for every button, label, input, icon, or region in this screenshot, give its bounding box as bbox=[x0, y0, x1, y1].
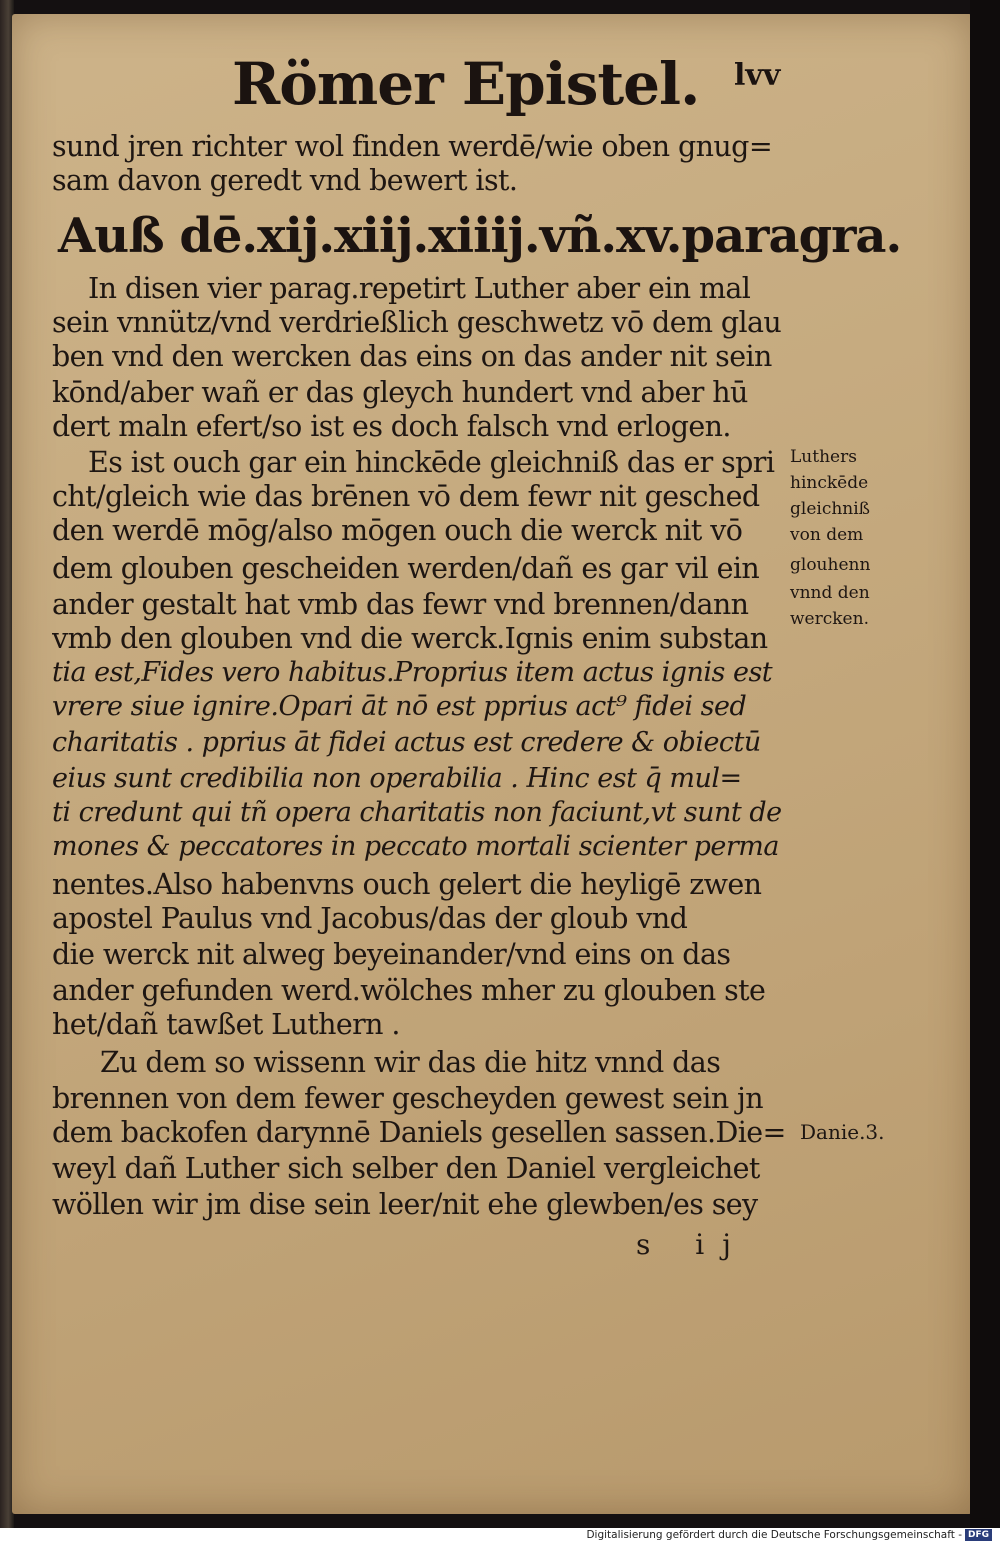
text-line: apostel Paulus vnd Jacobus/das der gloub vnd bbox=[52, 902, 688, 935]
text-line: den werdē mōg/also mōgen ouch die werck nit vō bbox=[52, 514, 743, 547]
credit-text: Digitalisierung gefördert durch die Deutsche Forschungsgemeinschaft - bbox=[586, 1529, 962, 1541]
text-line: sund jren richter wol finden werdē/wie oben gnug= bbox=[52, 130, 773, 163]
text-line: sein vnnütz/vnd verdrießlich geschwetz vō dem glau bbox=[52, 306, 782, 339]
text-line: In disen vier parag.repetirt Luther aber ein mal bbox=[88, 272, 751, 305]
margin-note-line: gleichniß bbox=[790, 499, 871, 519]
margin-note-line: Luthers bbox=[790, 447, 857, 467]
text-line: ti credunt qui tñ opera charitatis non faciunt,vt sunt de bbox=[52, 797, 782, 828]
text-line: wöllen wir jm dise sein leer/nit ehe glewben/es sey bbox=[52, 1188, 758, 1221]
text-line: brennen von dem fewer gescheyden gewest sein jn bbox=[52, 1082, 764, 1115]
text-line: mones & peccatores in peccato mortali scienter perma bbox=[52, 831, 779, 862]
text-line: het/dañ tawßet Luthern . bbox=[52, 1008, 400, 1041]
section-heading: Auß dē.xij.xiij.xiiij.vñ.xv.paragra. bbox=[58, 208, 902, 264]
dfg-logo: DFG bbox=[965, 1529, 992, 1541]
margin-reference: Danie.3. bbox=[800, 1120, 885, 1144]
signature-mark: s ij bbox=[636, 1228, 749, 1261]
text-line: kōnd/aber wañ er das gleych hundert vnd aber hū bbox=[52, 376, 748, 409]
margin-note-line: von dem bbox=[790, 525, 864, 545]
text-line: nentes.Also habenvns ouch gelert die heyligē zwen bbox=[52, 868, 762, 901]
folio-number: lvv bbox=[734, 58, 781, 93]
digitization-credit bbox=[586, 1529, 992, 1541]
text-line: ander gestalt hat vmb das fewr vnd brennen/dann bbox=[52, 588, 749, 621]
text-line: die werck nit alweg beyeinander/vnd eins on das bbox=[52, 938, 731, 971]
margin-note-line: vnnd den bbox=[790, 583, 870, 603]
scan-right-edge bbox=[970, 0, 1000, 1528]
margin-note-line: glouhenn bbox=[790, 555, 871, 575]
text-line: vrere siue ignire.Opari āt nō est pprius act⁹ fidei sed bbox=[52, 691, 747, 722]
text-line: weyl dañ Luther sich selber den Daniel vergleichet bbox=[52, 1152, 760, 1185]
text-line: tia est,Fides vero habitus.Proprius item actus ignis est bbox=[52, 657, 773, 688]
margin-note-line: wercken. bbox=[790, 609, 869, 629]
text-line: vmb den glouben vnd die werck.Ignis enim substan bbox=[52, 622, 768, 655]
text-line: cht/gleich wie das brēnen vō dem fewr nit gesched bbox=[52, 480, 760, 513]
running-head: Römer Epistel. bbox=[232, 50, 700, 118]
text-line: Zu dem so wissenn wir das die hitz vnnd das bbox=[100, 1046, 721, 1079]
text-line: dem backofen darynnē Daniels gesellen sassen.Die= bbox=[52, 1116, 786, 1149]
text-line: Es ist ouch gar ein hinckēde gleichniß das er spri bbox=[88, 446, 775, 479]
text-line: ander gefunden werd.wölches mher zu glouben ste bbox=[52, 974, 766, 1007]
text-line: charitatis . pprius āt fidei actus est credere & obiectū bbox=[52, 727, 761, 758]
margin-note-line: hinckēde bbox=[790, 473, 869, 493]
text-line: dem glouben gescheiden werden/dañ es gar vil ein bbox=[52, 552, 760, 585]
text-line: dert maln efert/so ist es doch falsch vnd erlogen. bbox=[52, 410, 731, 443]
text-line: sam davon geredt vnd bewert ist. bbox=[52, 164, 518, 197]
text-line: ben vnd den wercken das eins on das ander nit sein bbox=[52, 340, 772, 373]
text-line: eius sunt credibilia non operabilia . Hinc est q̄ mul= bbox=[52, 763, 742, 794]
